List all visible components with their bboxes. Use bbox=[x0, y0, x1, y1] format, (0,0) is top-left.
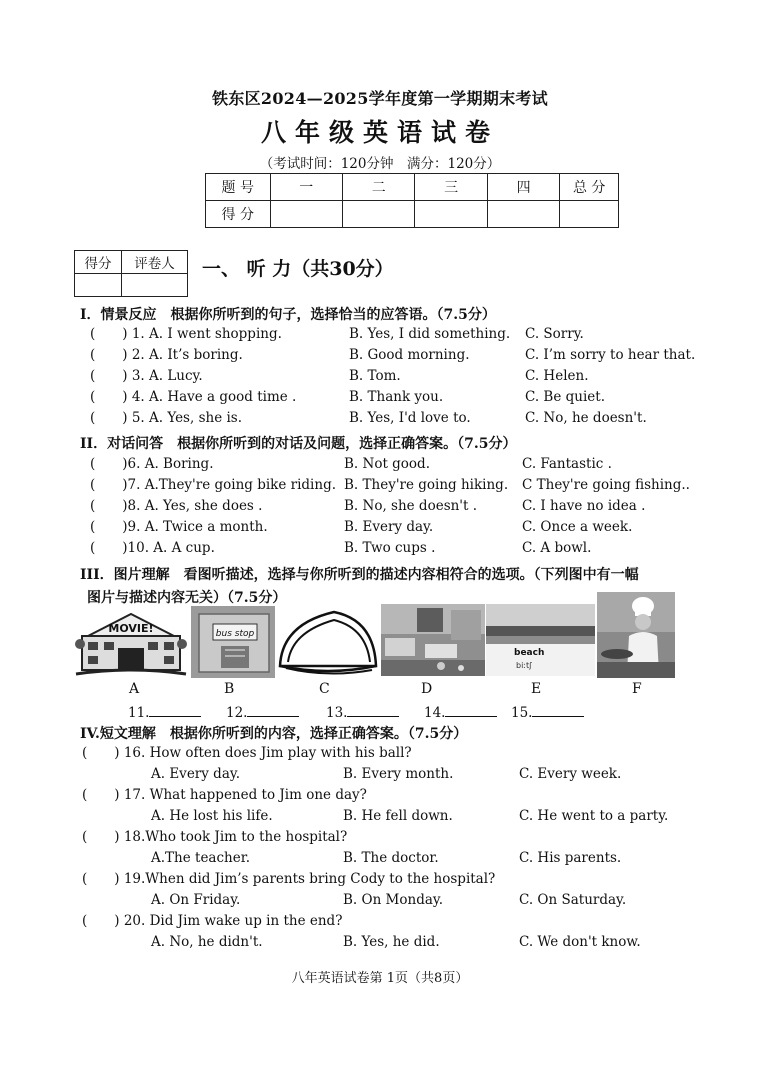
question-options bbox=[0, 848, 760, 869]
option-a[interactable]: ( )6. A. Boring. bbox=[90, 456, 214, 472]
question-row bbox=[0, 538, 760, 559]
question-options bbox=[0, 806, 760, 827]
grader-box bbox=[74, 250, 188, 297]
answer-blank-12[interactable] bbox=[226, 702, 299, 721]
score-table-header: 总 分 bbox=[560, 174, 619, 201]
score-cell[interactable] bbox=[487, 201, 559, 228]
blank-number: 15. bbox=[511, 705, 533, 721]
option-b[interactable]: B. Every month. bbox=[343, 766, 454, 782]
option-b[interactable]: B. Tom. bbox=[349, 368, 401, 384]
part2-title: II．对话问答 根据你所听到的对话及问题，选择正确答案。（7.5分） bbox=[80, 436, 517, 452]
score-table-header: 二 bbox=[342, 174, 414, 201]
part4-list bbox=[0, 743, 760, 953]
living-room-picture bbox=[381, 604, 485, 676]
beach-word-text: beach bbox=[514, 648, 545, 658]
picture-label-d: D bbox=[421, 681, 433, 697]
chef-picture bbox=[597, 592, 675, 678]
option-a[interactable]: ( )7. A.They're going bike riding. bbox=[90, 477, 336, 493]
bus-stop-sign-text: bus stop bbox=[215, 629, 255, 639]
grader-label: 评卷人 bbox=[122, 251, 188, 274]
blank-number: 13. bbox=[326, 705, 348, 721]
page-footer: 八年英语试卷第 1页（共8页） bbox=[291, 971, 469, 986]
option-b[interactable]: B. Two cups . bbox=[344, 540, 436, 556]
question-row bbox=[0, 517, 760, 538]
option-b[interactable]: B. He fell down. bbox=[343, 808, 453, 824]
part3-title-line2: 图片与描述内容无关）（7.5分） bbox=[87, 590, 287, 606]
picture-label-b: B bbox=[224, 681, 235, 697]
option-a[interactable]: ( )9. A. Twice a month. bbox=[90, 519, 268, 535]
sandwich-picture bbox=[276, 606, 380, 678]
part4-title: IV.短文理解 根据你所听到的内容，选择正确答案。（7.5分） bbox=[80, 726, 468, 742]
option-b[interactable]: B. They're going hiking. bbox=[344, 477, 509, 493]
option-c[interactable]: C. I have no idea . bbox=[522, 498, 646, 514]
question-text[interactable]: ( ) 19.When did Jim’s parents bring Cody to the hospital? bbox=[82, 871, 496, 887]
option-c[interactable]: C. Be quiet. bbox=[525, 389, 605, 405]
question-row bbox=[0, 408, 760, 429]
score-cell[interactable] bbox=[342, 201, 414, 228]
score-table bbox=[205, 173, 619, 228]
option-c[interactable]: C. Fantastic . bbox=[522, 456, 612, 472]
option-b[interactable]: B. Not good. bbox=[344, 456, 430, 472]
grader-score-label: 得分 bbox=[75, 251, 122, 274]
question-row bbox=[0, 496, 760, 517]
question-row bbox=[0, 454, 760, 475]
option-a[interactable]: ( ) 4. A. Have a good time . bbox=[90, 389, 297, 405]
question-row bbox=[0, 345, 760, 366]
score-table-header: 四 bbox=[487, 174, 559, 201]
score-cell[interactable] bbox=[270, 201, 342, 228]
question-text[interactable]: ( ) 20. Did Jim wake up in the end? bbox=[82, 913, 343, 929]
question-text[interactable]: ( ) 16. How often does Jim play with his ball? bbox=[82, 745, 412, 761]
movie-theater-picture bbox=[74, 608, 188, 678]
blank-number: 14. bbox=[424, 705, 446, 721]
option-a[interactable]: A. He lost his life. bbox=[151, 808, 273, 824]
option-b[interactable]: B. Yes, I'd love to. bbox=[349, 410, 471, 426]
movie-sign-text: MOVIE! bbox=[108, 622, 154, 635]
question-options bbox=[0, 764, 760, 785]
option-c[interactable]: C. He went to a party. bbox=[519, 808, 669, 824]
answer-blank-14[interactable] bbox=[424, 702, 497, 721]
question-row bbox=[0, 324, 760, 345]
option-a[interactable]: ( ) 5. A. Yes, she is. bbox=[90, 410, 243, 426]
score-table-header: 三 bbox=[415, 174, 487, 201]
answer-blank-11[interactable] bbox=[128, 702, 201, 721]
option-a[interactable]: ( ) 3. A. Lucy. bbox=[90, 368, 203, 384]
question-options bbox=[0, 932, 760, 953]
option-a[interactable]: A. No, he didn't. bbox=[151, 934, 263, 950]
option-c[interactable]: C. We don't know. bbox=[519, 934, 641, 950]
blank-line[interactable] bbox=[532, 702, 584, 717]
score-cell[interactable] bbox=[415, 201, 487, 228]
part3-title-line1: III．图片理解 看图听描述，选择与你所听到的描述内容相符合的选项。（下列图中有一幅 bbox=[80, 567, 639, 583]
beach-phonetic-text: biːtʃ bbox=[516, 661, 532, 670]
grader-score-cell[interactable] bbox=[75, 274, 122, 297]
exam-title: 铁东区2024—2025学年度第一学期期末考试 bbox=[212, 89, 548, 108]
question-stem bbox=[0, 869, 760, 890]
option-c[interactable]: C. On Saturday. bbox=[519, 892, 627, 908]
option-b[interactable]: B. Good morning. bbox=[349, 347, 470, 363]
option-a[interactable]: ( ) 1. A. I went shopping. bbox=[90, 326, 282, 342]
beach-picture bbox=[486, 604, 595, 676]
option-b[interactable]: B. Thank you. bbox=[349, 389, 444, 405]
score-cell[interactable] bbox=[560, 201, 619, 228]
option-c[interactable]: C. His parents. bbox=[519, 850, 622, 866]
score-row-label: 得 分 bbox=[206, 201, 271, 228]
picture-label-a: A bbox=[129, 681, 140, 697]
part2-list bbox=[0, 454, 760, 559]
picture-label-c: C bbox=[319, 681, 330, 697]
picture-label-e: E bbox=[531, 681, 542, 697]
question-row bbox=[0, 366, 760, 387]
blank-line[interactable] bbox=[445, 702, 497, 717]
blank-number: 11. bbox=[128, 705, 150, 721]
option-b[interactable]: B. Every day. bbox=[344, 519, 434, 535]
option-c[interactable]: C. Sorry. bbox=[525, 326, 584, 342]
option-c[interactable]: C They're going fishing.. bbox=[522, 477, 690, 493]
option-c[interactable]: C. Every week. bbox=[519, 766, 622, 782]
option-b[interactable]: B. Yes, he did. bbox=[343, 934, 440, 950]
question-row bbox=[0, 387, 760, 408]
option-a[interactable]: ( ) 2. A. It’s boring. bbox=[90, 347, 243, 363]
question-stem bbox=[0, 785, 760, 806]
section-heading: 一、 听 力（共30分） bbox=[202, 258, 394, 280]
option-a[interactable]: ( )8. A. Yes, she does . bbox=[90, 498, 263, 514]
blank-line[interactable] bbox=[149, 702, 201, 717]
option-c[interactable]: C. Once a week. bbox=[522, 519, 633, 535]
option-a[interactable]: A. On Friday. bbox=[151, 892, 241, 908]
option-a[interactable]: A.The teacher. bbox=[151, 850, 250, 866]
question-stem bbox=[0, 743, 760, 764]
part1-title: I．情景反应 根据你所听到的句子，选择恰当的应答语。（7.5分） bbox=[80, 307, 496, 323]
blank-line[interactable] bbox=[247, 702, 299, 717]
option-b[interactable]: B. No, she doesn't . bbox=[344, 498, 478, 514]
bus-stop-picture bbox=[191, 606, 275, 678]
part1-list bbox=[0, 324, 760, 429]
paper-title: 八年级英语试卷 bbox=[260, 118, 499, 147]
answer-blank-13[interactable] bbox=[326, 702, 399, 721]
option-c[interactable]: C. I’m sorry to hear that. bbox=[525, 347, 696, 363]
answer-blank-15[interactable] bbox=[511, 702, 584, 721]
option-b[interactable]: B. The doctor. bbox=[343, 850, 439, 866]
score-table-header: 题 号 bbox=[206, 174, 271, 201]
option-b[interactable]: B. On Monday. bbox=[343, 892, 444, 908]
question-row bbox=[0, 475, 760, 496]
question-stem bbox=[0, 911, 760, 932]
score-table-header: 一 bbox=[270, 174, 342, 201]
option-a[interactable]: ( )10. A. A cup. bbox=[90, 540, 215, 556]
question-options bbox=[0, 890, 760, 911]
question-stem bbox=[0, 827, 760, 848]
option-c[interactable]: C. Helen. bbox=[525, 368, 589, 384]
blank-number: 12. bbox=[226, 705, 248, 721]
question-text[interactable]: ( ) 17. What happened to Jim one day? bbox=[82, 787, 367, 803]
blank-line[interactable] bbox=[347, 702, 399, 717]
exam-info: （考试时间：120分钟 满分：120分） bbox=[259, 156, 501, 172]
picture-label-f: F bbox=[632, 681, 642, 697]
option-c[interactable]: C. A bowl. bbox=[522, 540, 592, 556]
option-b[interactable]: B. Yes, I did something. bbox=[349, 326, 511, 342]
option-a[interactable]: A. Every day. bbox=[151, 766, 240, 782]
question-text[interactable]: ( ) 18.Who took Jim to the hospital? bbox=[82, 829, 348, 845]
option-c[interactable]: C. No, he doesn't. bbox=[525, 410, 647, 426]
grader-name-cell[interactable] bbox=[122, 274, 188, 297]
